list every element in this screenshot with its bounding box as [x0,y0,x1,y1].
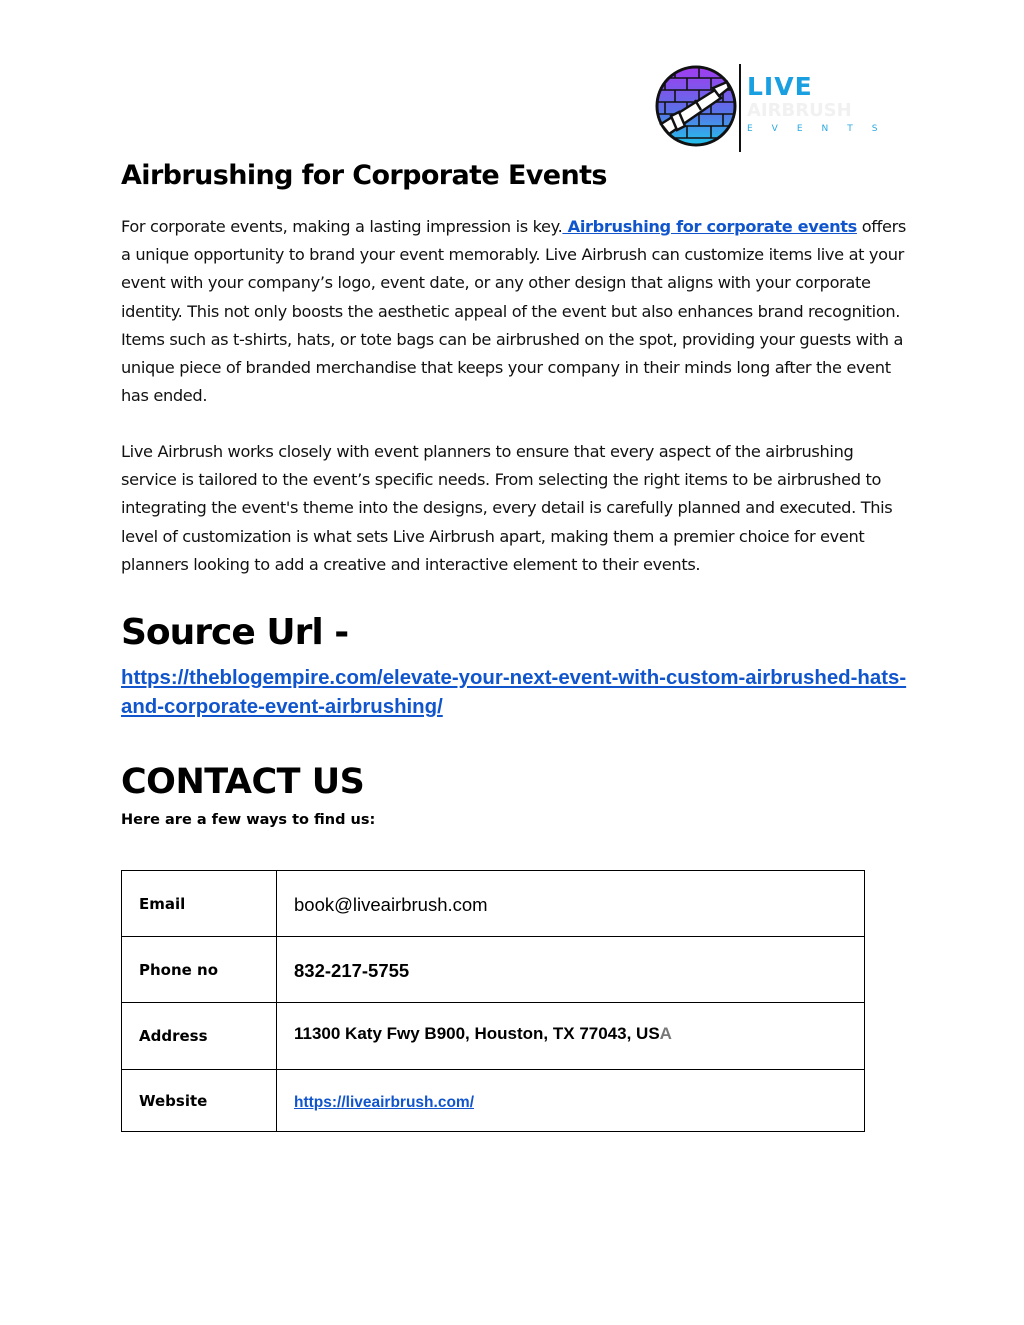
contact-label: Email [122,871,277,937]
article-paragraph-2: Live Airbrush works closely with event planners to ensure that every aspect of the airbrushing service is tailored to the event’s specific needs. From selecting the right items to be airbrushed to integrating the event's theme into the designs, every detail is carefully planned and executed. This level of customization is what sets Live Airbrush apart, making them a premier choice for event planners looking to add a creative and interactive element to their events. [121,442,893,574]
logo-wordmark: LIVE [747,72,813,101]
contact-value-cell [277,1003,865,1070]
logo-divider [739,64,741,152]
address-text-tail: A [659,1024,672,1043]
phone-value[interactable]: 832-217-5755 [294,959,410,981]
brand-logo [655,64,915,154]
logo-tagline: EVENTS [747,124,897,134]
contact-subheading: Here are a few ways to find us: [121,812,376,828]
email-value[interactable]: book@liveairbrush.com [294,893,488,915]
contact-label: Phone no [122,937,277,1003]
corporate-events-link[interactable]: Airbrushing for corporate events [562,217,857,236]
source-url-link[interactable]: https://theblogempire.com/elevate-your-next-event-with-custom-airbrushed-hats-and-corporate-event-airbrushing/ [121,667,907,718]
website-link[interactable]: https://liveairbrush.com/ [294,1093,475,1111]
table-row [122,937,865,1003]
contact-value-cell [277,1070,865,1132]
contact-table [121,870,865,1132]
table-row [122,1070,865,1132]
paragraph-text: For corporate events, making a lasting impression is key. [121,217,563,236]
logo-wordmark-secondary: AIRBRUSH [747,100,852,121]
article-paragraph-1 [121,213,911,410]
address-text: 11300 Katy Fwy B900, Houston, TX 77043, US [294,1024,660,1043]
airbrush-emblem-icon [655,64,739,154]
contact-label: Address [122,1003,277,1070]
contact-label: Website [122,1070,277,1132]
contact-heading: CONTACT US [121,762,365,802]
article-title: Airbrushing for Corporate Events [121,160,607,191]
address-value [294,1024,672,1043]
contact-value-cell [277,871,865,937]
paragraph-text: offers a unique opportunity to brand your event memorably. Live Airbrush can customize items live at your event with your company’s logo, event date, or any other design that aligns with your corporate identity. This not only boosts the aesthetic appeal of the event but also enhances brand recognition. Items such as t-shirts, hats, or tote bags can be airbrushed on the spot, providing your guests with a unique piece of branded merchandise that keeps your company in their minds long after the event has ended. [121,217,906,406]
table-row [122,1003,865,1070]
contact-value-cell [277,937,865,1003]
source-url-heading: Source Url - [121,612,349,653]
table-row [122,871,865,937]
